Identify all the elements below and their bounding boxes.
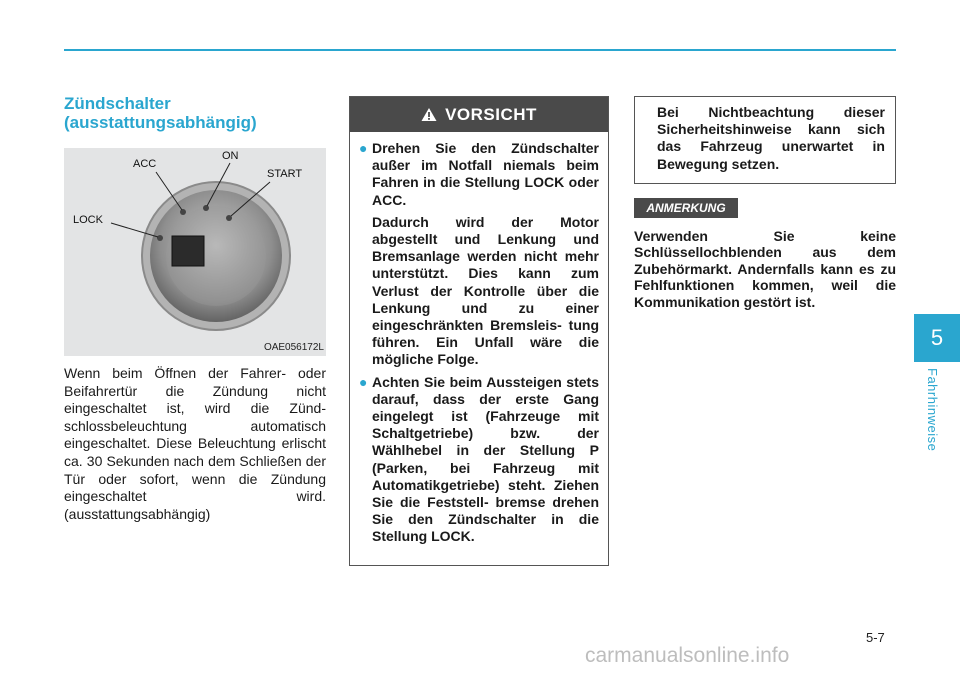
top-rule	[64, 49, 896, 51]
on-dot	[203, 205, 209, 211]
acc-dot	[180, 209, 186, 215]
bullet-icon: ●	[359, 140, 368, 156]
label-acc: ACC	[133, 158, 157, 170]
warning-icon	[421, 107, 437, 122]
note-badge: ANMERKUNG	[634, 198, 738, 218]
section-title: Zündschalter (ausstattungsabhängig)	[64, 94, 257, 132]
caution-paragraph: Drehen Sie den Zündschalter außer im Notfall niemals beim Fahren in die Stellung LOCK oder ACC.	[372, 140, 599, 208]
label-start: START	[267, 168, 303, 180]
figure-code: OAE056172L	[263, 342, 324, 353]
chapter-label: Fahrhinweise	[925, 368, 940, 452]
caution-title: VORSICHT	[445, 104, 537, 124]
caution-continuation: Bei Nichtbeachtung dieser Sicherheitshinweise kann sich das Fahrzeug unerwartet in Bewegung setzen.	[634, 96, 896, 184]
caution-body	[350, 132, 608, 546]
bullet-icon: ●	[359, 373, 368, 390]
caution-header	[350, 97, 608, 132]
key-slot	[172, 236, 204, 266]
label-lock: LOCK	[73, 214, 103, 226]
note-text: Verwenden Sie keine Schlüssellochblenden aus dem Zubehörmarkt. Andernfalls kann es zu Fehlfunktionen kommen, weil die Kommunikation gestört ist.	[634, 228, 896, 310]
caution-paragraph: Achten Sie beim Aussteigen stets darauf, dass der erste Gang eingelegt ist (Fahrzeuge mit Schaltgetriebe) bzw. der Wählhebel in der Stellung P (Parken, bei Fahrzeug mit Automatikgetriebe) steht. Ziehen Sie die Feststell- bremse drehen Sie den Zündschalter in die Stellung LOCK.	[372, 373, 599, 545]
caution-box	[349, 96, 609, 566]
section-body-text: Wenn beim Öffnen der Fahrer- oder Beifahrertür die Zündung nicht eingeschaltet ist, wird die Zünd- schlossbeleuchtung automatisch eingeschaltet. Diese Beleuchtung erlischt ca. 30 Sekunden nach dem Schließen der Tür oder sofort, wenn die Zündung eingeschaltet wird. (ausstattungsabhängig)	[64, 365, 326, 522]
page-number: 5-7	[866, 630, 885, 645]
caution-item	[359, 374, 599, 546]
left-column	[64, 94, 326, 523]
ignition-switch-figure	[64, 148, 326, 356]
caution-paragraph: Dadurch wird der Motor abgestellt und Lenkung und Bremsanlage werden nicht mehr unterstützt. Dies kann zum Verlust der Kontrolle über die Lenkung und zu einer eingeschränkten Bremsleis- tung führen. Ein Unfall wäre die mögliche Folge.	[372, 213, 599, 368]
chapter-tab: 5	[914, 314, 960, 362]
watermark: carmanualsonline.info	[585, 644, 790, 667]
lock-dot	[157, 235, 163, 241]
label-on: ON	[222, 150, 239, 162]
caution-item	[359, 140, 599, 369]
